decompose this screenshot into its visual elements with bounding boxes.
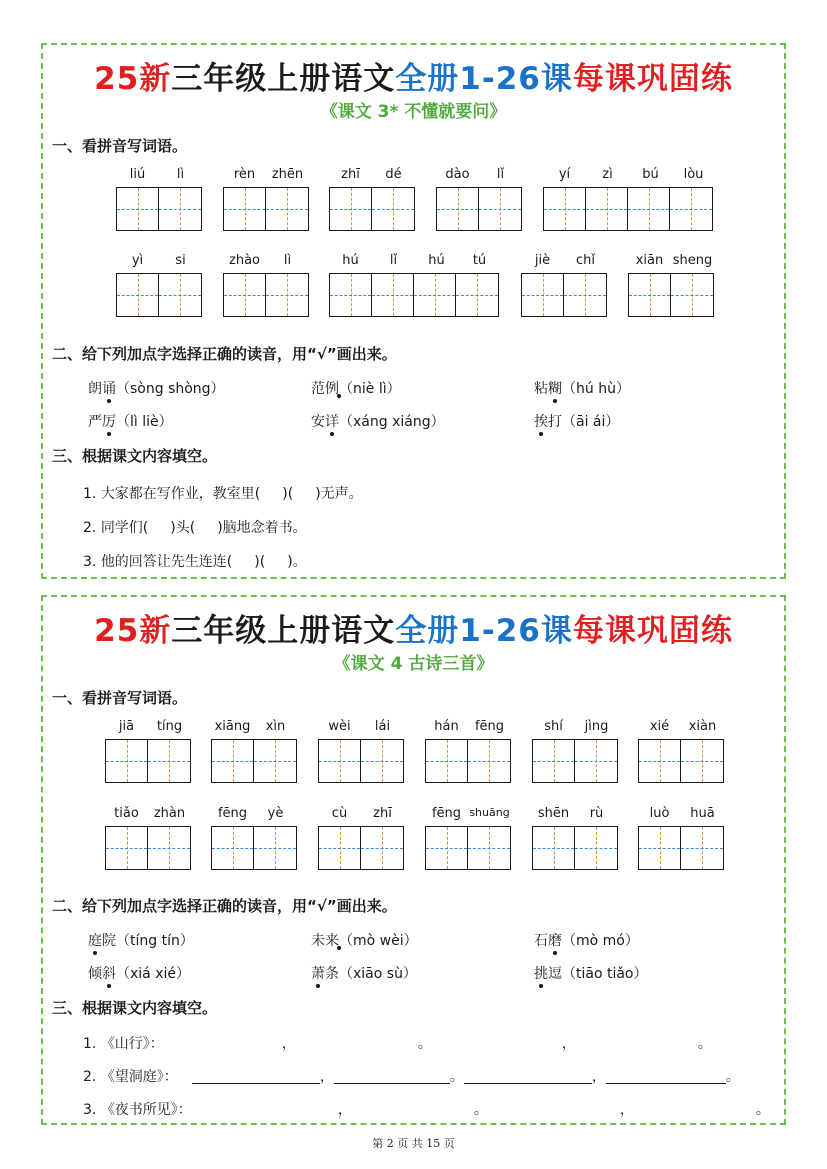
writing-boxes[interactable] xyxy=(211,739,297,783)
poem-fill-item[interactable]: 2. 《望洞庭》： ， 。 ， 。 xyxy=(83,1069,740,1085)
worksheet-title: 25新三年级上册语文全册1-26课每课巩固练 xyxy=(94,61,733,97)
writing-boxes[interactable] xyxy=(318,826,404,870)
section-heading-pinyin: 一、看拼音写词语。 xyxy=(52,689,188,707)
writing-boxes[interactable] xyxy=(638,739,724,783)
writing-boxes[interactable] xyxy=(318,739,404,783)
section-heading-fill: 三、根据课文内容填空。 xyxy=(52,999,218,1017)
writing-boxes[interactable] xyxy=(521,273,607,317)
writing-boxes[interactable] xyxy=(638,826,724,870)
fill-blank-item[interactable]: 1. 大家都在写作业，教室里( )( )无声。 xyxy=(83,486,363,502)
pronunciation-item[interactable]: 石磨（mò mó） xyxy=(534,930,639,950)
writing-boxes[interactable] xyxy=(436,187,522,231)
writing-boxes[interactable] xyxy=(543,187,713,231)
answer-blank[interactable] xyxy=(606,1069,726,1084)
pronunciation-item[interactable]: 严厉（lì liè） xyxy=(88,411,173,431)
poem-fill-item[interactable]: 3. 《夜书所见》： ， 。 ， 。 xyxy=(83,1102,770,1118)
writing-boxes[interactable] xyxy=(105,739,191,783)
pronunciation-item[interactable]: 未来（mò wèi） xyxy=(311,933,418,949)
worksheet-title: 25新三年级上册语文全册1-26课每课巩固练 xyxy=(94,613,733,649)
pronunciation-item[interactable]: 庭院（tíng tín） xyxy=(88,930,194,950)
section-heading-pinyin: 一、看拼音写词语。 xyxy=(52,137,188,155)
writing-boxes[interactable] xyxy=(425,826,511,870)
writing-boxes[interactable] xyxy=(628,273,714,317)
fill-blank-item[interactable]: 2. 同学们( )头( )脑地念着书。 xyxy=(83,520,307,536)
pronunciation-item[interactable]: 挨打（āi ái） xyxy=(534,411,619,431)
lesson-subtitle: 《课文 3* 不懂就要问》 xyxy=(320,102,507,122)
page-footer: 第 2 页 共 15 页 xyxy=(372,1137,455,1150)
pronunciation-item[interactable]: 挑逗（tiāo tiǎo） xyxy=(534,963,648,983)
pronunciation-item[interactable]: 范例（niè lì） xyxy=(311,381,401,397)
exercise-panel-lesson-4: 25新三年级上册语文全册1-26课每课巩固练 《课文 4 古诗三首》 一、看拼音写词语。 jiā tíng xiāng xìn wèi lái hán fēng shí jìng xié xiàn tiǎo zhàn fēng yè cù zhī fēng shuāng shēn rù luò huā 二、给下列加点字选择正确的读音，用“√”画出来。 庭院（tíng tín） 未来（mò wèi） 石磨（mò mó） 倾斜（xiá xié） 萧条（xiāo sù） 挑逗（tiāo tiǎo） 三、根据课文内容填空。 1. 《山行》： ， 。 ， 。 2. 《望洞庭》： ， 。 ， 。 3. 《夜书所见》： ， 。 ， 。 xyxy=(41,595,786,1125)
section-heading-pronunciation: 二、给下列加点字选择正确的读音，用“√”画出来。 xyxy=(52,345,397,363)
answer-blank[interactable] xyxy=(192,1069,320,1084)
pronunciation-item[interactable]: 粘糊（hú hù） xyxy=(534,378,630,398)
fill-blank-item[interactable]: 3. 他的回答让先生连连( )( )。 xyxy=(83,554,307,570)
pronunciation-item[interactable]: 倾斜（xiá xié） xyxy=(88,963,190,983)
writing-boxes[interactable] xyxy=(532,826,618,870)
writing-boxes[interactable] xyxy=(329,273,499,317)
writing-boxes[interactable] xyxy=(532,739,618,783)
answer-blank[interactable] xyxy=(334,1069,450,1084)
writing-boxes[interactable] xyxy=(211,826,297,870)
answer-blank[interactable] xyxy=(464,1069,592,1084)
exercise-panel-lesson-3: 25新三年级上册语文全册1-26课每课巩固练 《课文 3* 不懂就要问》 一、看拼音写词语。 liú lì rèn zhēn zhī dé dào lǐ yí zì bú lòu yì si zhào lì hú lǐ hú tú jiè chǐ xiān sheng 二、给下列加点字选择正确的读音，用“√”画出来。 朗诵（sòng shòng） 范例（niè lì） 粘糊（hú hù） 严厉（lì liè） 安详（xáng xiáng） 挨打（āi ái） 三、根据课文内容填空。 1. 大家都在写作业，教室里( )( )无声。 2. 同学们( )头( )脑地念着书。 3. 他的回答让先生连连( )( )。 xyxy=(41,43,786,579)
lesson-subtitle: 《课文 4 古诗三首》 xyxy=(333,654,494,674)
section-heading-pronunciation: 二、给下列加点字选择正确的读音，用“√”画出来。 xyxy=(52,897,397,915)
pronunciation-item[interactable]: 朗诵（sòng shòng） xyxy=(88,378,225,398)
writing-boxes[interactable] xyxy=(425,739,511,783)
writing-boxes[interactable] xyxy=(116,273,202,317)
writing-boxes[interactable] xyxy=(116,187,202,231)
pronunciation-item[interactable]: 萧条（xiāo sù） xyxy=(311,963,417,983)
writing-boxes[interactable] xyxy=(223,273,309,317)
writing-boxes[interactable] xyxy=(105,826,191,870)
writing-boxes[interactable] xyxy=(329,187,415,231)
section-heading-fill: 三、根据课文内容填空。 xyxy=(52,447,218,465)
writing-boxes[interactable] xyxy=(223,187,309,231)
poem-fill-item[interactable]: 1. 《山行》： ， 。 ， 。 xyxy=(83,1036,712,1052)
pronunciation-item[interactable]: 安详（xáng xiáng） xyxy=(311,411,445,431)
